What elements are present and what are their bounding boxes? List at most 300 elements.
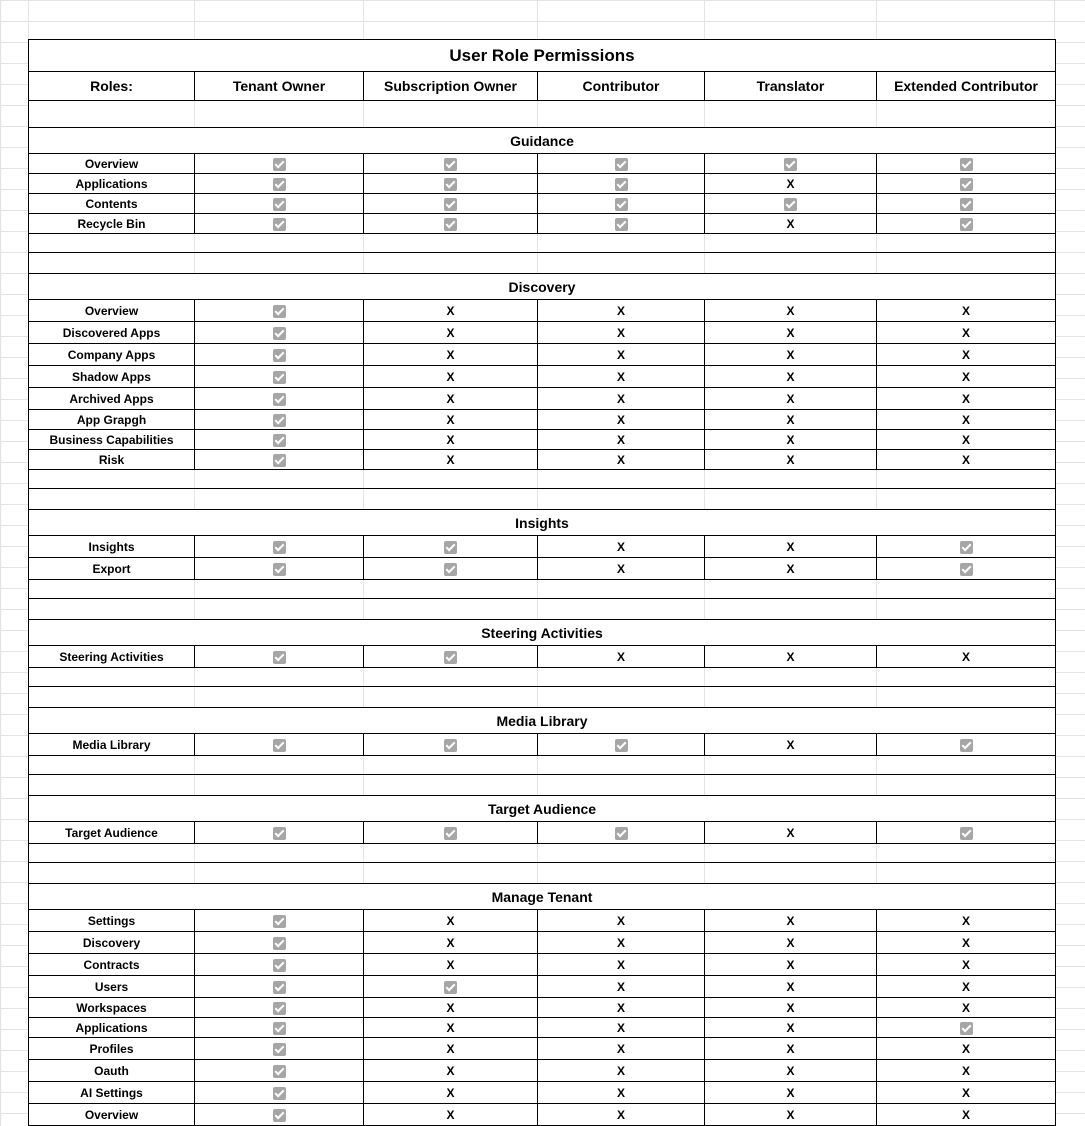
item-label-text: Shadow Apps <box>72 369 151 384</box>
checkbox-checked-icon <box>960 541 973 554</box>
permission-cell[interactable] <box>705 998 877 1018</box>
permission-cell[interactable] <box>705 822 877 844</box>
permission-cell[interactable] <box>877 194 1056 214</box>
denied-x-mark: X <box>616 979 625 994</box>
empty-cell[interactable] <box>29 599 195 620</box>
permission-item-label[interactable] <box>29 1082 195 1104</box>
permission-cell[interactable] <box>705 300 877 322</box>
permission-cell[interactable] <box>538 366 705 388</box>
permission-cell[interactable] <box>195 154 364 174</box>
permission-cell[interactable] <box>705 1018 877 1038</box>
denied-x-mark: X <box>786 1020 795 1035</box>
item-label-text: Workspaces <box>76 1000 147 1015</box>
empty-cell[interactable] <box>705 668 877 687</box>
permission-cell[interactable] <box>705 450 877 470</box>
permission-cell[interactable] <box>538 998 705 1018</box>
permission-cell[interactable] <box>195 430 364 450</box>
permission-cell[interactable] <box>877 430 1056 450</box>
denied-x-mark: X <box>962 1063 971 1078</box>
checkbox-checked-icon <box>615 827 628 840</box>
permission-cell[interactable] <box>364 214 538 234</box>
permission-cell[interactable] <box>877 322 1056 344</box>
permission-cell[interactable] <box>705 344 877 366</box>
empty-cell[interactable] <box>538 775 705 796</box>
empty-cell[interactable] <box>877 253 1056 274</box>
empty-cell[interactable] <box>705 580 877 599</box>
denied-x-mark: X <box>446 325 455 340</box>
permission-cell[interactable] <box>538 410 705 430</box>
permission-cell[interactable] <box>195 214 364 234</box>
denied-x-mark: X <box>446 347 455 362</box>
permission-cell[interactable] <box>364 932 538 954</box>
permission-item-label[interactable] <box>29 910 195 932</box>
spacer-row <box>29 470 1056 489</box>
empty-cell[interactable] <box>877 580 1056 599</box>
empty-cell[interactable] <box>538 599 705 620</box>
permission-cell[interactable] <box>877 410 1056 430</box>
section-title[interactable]: Manage Tenant <box>29 884 1056 910</box>
table-title[interactable]: User Role Permissions <box>29 40 1056 72</box>
empty-cell[interactable] <box>364 756 538 775</box>
permission-cell[interactable] <box>195 932 364 954</box>
permission-cell[interactable] <box>705 154 877 174</box>
permission-cell[interactable] <box>538 300 705 322</box>
empty-cell[interactable] <box>195 756 364 775</box>
permission-item-label[interactable] <box>29 1104 195 1126</box>
permission-item-label[interactable] <box>29 410 195 430</box>
permission-cell[interactable] <box>364 646 538 668</box>
item-label-text: Export <box>92 561 131 576</box>
empty-cell[interactable] <box>364 599 538 620</box>
spacer-row <box>29 580 1056 599</box>
empty-cell[interactable] <box>29 101 195 128</box>
permission-cell[interactable] <box>877 214 1056 234</box>
denied-x-mark: X <box>786 1107 795 1122</box>
empty-cell[interactable] <box>705 101 877 128</box>
empty-cell[interactable] <box>705 489 877 510</box>
checkbox-checked-icon <box>273 158 286 171</box>
permission-item-label[interactable] <box>29 1060 195 1082</box>
empty-cell[interactable] <box>29 580 195 599</box>
permission-cell[interactable] <box>364 366 538 388</box>
role-header-tenant-owner[interactable]: Tenant Owner <box>195 72 364 101</box>
permission-cell[interactable] <box>195 1060 364 1082</box>
permission-cell[interactable] <box>538 388 705 410</box>
permission-row <box>29 430 1056 450</box>
permission-cell[interactable] <box>538 1038 705 1060</box>
empty-cell[interactable] <box>29 668 195 687</box>
permission-cell[interactable] <box>877 174 1056 194</box>
permission-cell[interactable] <box>538 450 705 470</box>
item-label-text: Target Audience <box>65 825 158 840</box>
permission-cell[interactable] <box>364 998 538 1018</box>
empty-cell[interactable] <box>364 470 538 489</box>
permission-cell[interactable] <box>705 388 877 410</box>
checkbox-checked-icon <box>960 739 973 752</box>
empty-cell[interactable] <box>538 234 705 253</box>
empty-cell[interactable] <box>705 599 877 620</box>
permission-row <box>29 646 1056 668</box>
permission-cell[interactable] <box>364 976 538 998</box>
checkbox-checked-icon <box>273 827 286 840</box>
permission-item-label[interactable] <box>29 344 195 366</box>
permission-cell[interactable] <box>538 430 705 450</box>
permission-cell[interactable] <box>705 910 877 932</box>
denied-x-mark: X <box>962 452 971 467</box>
empty-cell[interactable] <box>364 687 538 708</box>
empty-cell[interactable] <box>705 775 877 796</box>
permission-cell[interactable] <box>538 194 705 214</box>
empty-cell[interactable] <box>538 668 705 687</box>
empty-cell[interactable] <box>364 668 538 687</box>
checkbox-checked-icon <box>444 827 457 840</box>
denied-x-mark: X <box>616 1107 625 1122</box>
empty-cell[interactable] <box>538 470 705 489</box>
empty-cell[interactable] <box>29 253 195 274</box>
permission-cell[interactable] <box>195 344 364 366</box>
checkbox-checked-icon <box>273 327 286 340</box>
empty-cell[interactable] <box>29 756 195 775</box>
permission-cell[interactable] <box>364 388 538 410</box>
permission-cell[interactable] <box>705 174 877 194</box>
checkbox-checked-icon <box>273 959 286 972</box>
checkbox-checked-icon <box>273 178 286 191</box>
permission-cell[interactable] <box>538 174 705 194</box>
role-header-extended-contributor[interactable]: Extended Contributor <box>877 72 1056 101</box>
permission-cell[interactable] <box>364 322 538 344</box>
denied-x-mark: X <box>786 369 795 384</box>
permission-cell[interactable] <box>195 1082 364 1104</box>
permission-cell[interactable] <box>538 154 705 174</box>
permission-row <box>29 998 1056 1018</box>
permission-cell[interactable] <box>538 1082 705 1104</box>
permission-row <box>29 976 1056 998</box>
empty-cell[interactable] <box>195 253 364 274</box>
empty-cell[interactable] <box>195 844 364 863</box>
permission-cell[interactable] <box>705 734 877 756</box>
permission-item-label[interactable] <box>29 154 195 174</box>
permission-cell[interactable] <box>705 194 877 214</box>
permission-cell[interactable] <box>364 194 538 214</box>
denied-x-mark: X <box>616 1020 625 1035</box>
permission-cell[interactable] <box>705 1060 877 1082</box>
permission-cell[interactable] <box>364 1104 538 1126</box>
permission-cell[interactable] <box>538 932 705 954</box>
empty-cell[interactable] <box>195 489 364 510</box>
permission-row <box>29 300 1056 322</box>
role-header-subscription-owner[interactable]: Subscription Owner <box>364 72 538 101</box>
permission-cell[interactable] <box>538 822 705 844</box>
permission-cell[interactable] <box>364 734 538 756</box>
permission-cell[interactable] <box>195 734 364 756</box>
permission-cell[interactable] <box>195 536 364 558</box>
section-title[interactable]: Discovery <box>29 274 1056 300</box>
permission-cell[interactable] <box>705 558 877 580</box>
permission-cell[interactable] <box>364 174 538 194</box>
checkbox-checked-icon <box>960 1022 973 1035</box>
permission-cell[interactable] <box>195 1018 364 1038</box>
permission-cell[interactable] <box>195 998 364 1018</box>
denied-x-mark: X <box>786 1063 795 1078</box>
permission-item-label[interactable] <box>29 646 195 668</box>
empty-cell[interactable] <box>195 599 364 620</box>
empty-cell[interactable] <box>364 101 538 128</box>
permission-item-label[interactable] <box>29 976 195 998</box>
empty-cell[interactable] <box>29 234 195 253</box>
checkbox-checked-icon <box>444 198 457 211</box>
permission-item-label[interactable] <box>29 536 195 558</box>
checkbox-checked-icon <box>960 563 973 576</box>
permission-item-label[interactable] <box>29 322 195 344</box>
section-title[interactable]: Target Audience <box>29 796 1056 822</box>
roles-header-label[interactable]: Roles: <box>29 72 195 101</box>
permission-cell[interactable] <box>877 822 1056 844</box>
permission-cell[interactable] <box>195 450 364 470</box>
permission-cell[interactable] <box>877 1038 1056 1060</box>
empty-cell[interactable] <box>195 863 364 884</box>
empty-cell[interactable] <box>364 775 538 796</box>
empty-cell[interactable] <box>29 775 195 796</box>
empty-cell[interactable] <box>195 580 364 599</box>
permission-cell[interactable] <box>705 932 877 954</box>
permission-item-label[interactable] <box>29 954 195 976</box>
item-label-text: Archived Apps <box>69 391 154 406</box>
permission-cell[interactable] <box>538 344 705 366</box>
section-header-row <box>29 620 1056 646</box>
permission-cell[interactable] <box>705 954 877 976</box>
permission-cell[interactable] <box>705 214 877 234</box>
permission-cell[interactable] <box>364 822 538 844</box>
empty-cell[interactable] <box>364 253 538 274</box>
permission-cell[interactable] <box>538 954 705 976</box>
empty-cell[interactable] <box>877 775 1056 796</box>
empty-cell[interactable] <box>877 599 1056 620</box>
permission-cell[interactable] <box>877 558 1056 580</box>
permission-cell[interactable] <box>877 932 1056 954</box>
permission-cell[interactable] <box>877 1060 1056 1082</box>
permission-cell[interactable] <box>364 910 538 932</box>
checkbox-checked-icon <box>273 1087 286 1100</box>
permission-cell[interactable] <box>538 558 705 580</box>
section-title[interactable]: Media Library <box>29 708 1056 734</box>
empty-cell[interactable] <box>877 668 1056 687</box>
empty-cell[interactable] <box>538 101 705 128</box>
empty-cell[interactable] <box>705 863 877 884</box>
permission-cell[interactable] <box>705 410 877 430</box>
permission-cell[interactable] <box>538 910 705 932</box>
permission-item-label[interactable] <box>29 194 195 214</box>
empty-cell[interactable] <box>877 101 1056 128</box>
permission-item-label[interactable] <box>29 734 195 756</box>
empty-cell[interactable] <box>705 234 877 253</box>
permission-item-label[interactable] <box>29 300 195 322</box>
permission-cell[interactable] <box>538 646 705 668</box>
permission-item-label[interactable] <box>29 366 195 388</box>
permission-cell[interactable] <box>877 1018 1056 1038</box>
denied-x-mark: X <box>446 432 455 447</box>
role-header-translator[interactable]: Translator <box>705 72 877 101</box>
empty-cell[interactable] <box>195 470 364 489</box>
permission-row <box>29 322 1056 344</box>
empty-cell[interactable] <box>364 489 538 510</box>
permission-cell[interactable] <box>705 322 877 344</box>
empty-cell[interactable] <box>538 687 705 708</box>
permission-cell[interactable] <box>705 1082 877 1104</box>
permission-cell[interactable] <box>364 344 538 366</box>
empty-cell[interactable] <box>877 489 1056 510</box>
permission-cell[interactable] <box>538 214 705 234</box>
denied-x-mark: X <box>616 369 625 384</box>
spacer-row <box>29 489 1056 510</box>
permission-cell[interactable] <box>877 366 1056 388</box>
empty-cell[interactable] <box>29 844 195 863</box>
permission-cell[interactable] <box>705 430 877 450</box>
permission-cell[interactable] <box>195 646 364 668</box>
permission-item-label[interactable] <box>29 430 195 450</box>
permission-row <box>29 1082 1056 1104</box>
permission-item-label[interactable] <box>29 174 195 194</box>
permission-cell[interactable] <box>538 1018 705 1038</box>
empty-cell[interactable] <box>538 580 705 599</box>
empty-cell[interactable] <box>705 756 877 775</box>
permission-cell[interactable] <box>877 388 1056 410</box>
permission-item-label[interactable] <box>29 388 195 410</box>
empty-cell[interactable] <box>29 863 195 884</box>
empty-cell[interactable] <box>877 863 1056 884</box>
permission-cell[interactable] <box>195 910 364 932</box>
permission-cell[interactable] <box>877 734 1056 756</box>
empty-cell[interactable] <box>195 234 364 253</box>
permission-cell[interactable] <box>877 910 1056 932</box>
permission-item-label[interactable] <box>29 998 195 1018</box>
empty-cell[interactable] <box>705 253 877 274</box>
empty-cell[interactable] <box>364 234 538 253</box>
empty-cell[interactable] <box>195 775 364 796</box>
permission-cell[interactable] <box>364 430 538 450</box>
permission-cell[interactable] <box>195 366 364 388</box>
permission-cell[interactable] <box>538 1104 705 1126</box>
empty-cell[interactable] <box>538 489 705 510</box>
section-title[interactable]: Insights <box>29 510 1056 536</box>
permission-cell[interactable] <box>195 1104 364 1126</box>
permission-item-label[interactable] <box>29 450 195 470</box>
empty-cell[interactable] <box>29 470 195 489</box>
permission-cell[interactable] <box>364 1082 538 1104</box>
empty-cell[interactable] <box>195 668 364 687</box>
permission-cell[interactable] <box>877 300 1056 322</box>
empty-cell[interactable] <box>195 687 364 708</box>
empty-cell[interactable] <box>195 101 364 128</box>
permission-item-label[interactable] <box>29 932 195 954</box>
empty-cell[interactable] <box>538 756 705 775</box>
empty-cell[interactable] <box>877 756 1056 775</box>
permission-cell[interactable] <box>364 558 538 580</box>
empty-cell[interactable] <box>877 234 1056 253</box>
empty-cell[interactable] <box>29 489 195 510</box>
permission-cell[interactable] <box>195 1038 364 1060</box>
permission-cell[interactable] <box>364 1018 538 1038</box>
permission-cell[interactable] <box>364 450 538 470</box>
permission-cell[interactable] <box>877 1104 1056 1126</box>
permission-cell[interactable] <box>538 976 705 998</box>
permission-cell[interactable] <box>877 1082 1056 1104</box>
permission-item-label[interactable] <box>29 558 195 580</box>
permission-cell[interactable] <box>538 734 705 756</box>
denied-x-mark: X <box>616 1085 625 1100</box>
permission-cell[interactable] <box>195 194 364 214</box>
permission-item-label[interactable] <box>29 1018 195 1038</box>
empty-cell[interactable] <box>538 863 705 884</box>
permission-cell[interactable] <box>877 976 1056 998</box>
permission-cell[interactable] <box>877 998 1056 1018</box>
permission-item-label[interactable] <box>29 1038 195 1060</box>
checkbox-checked-icon <box>615 198 628 211</box>
empty-cell[interactable] <box>705 844 877 863</box>
permission-item-label[interactable] <box>29 822 195 844</box>
permission-cell[interactable] <box>364 154 538 174</box>
permission-cell[interactable] <box>364 1060 538 1082</box>
empty-cell[interactable] <box>29 687 195 708</box>
empty-cell[interactable] <box>364 863 538 884</box>
permission-cell[interactable] <box>364 954 538 976</box>
permission-cell[interactable] <box>705 1038 877 1060</box>
permission-cell[interactable] <box>364 410 538 430</box>
permission-cell[interactable] <box>705 976 877 998</box>
permission-cell[interactable] <box>195 976 364 998</box>
empty-cell[interactable] <box>705 470 877 489</box>
permission-row <box>29 822 1056 844</box>
permission-cell[interactable] <box>877 646 1056 668</box>
permission-cell[interactable] <box>705 536 877 558</box>
permission-cell[interactable] <box>538 536 705 558</box>
permission-cell[interactable] <box>705 646 877 668</box>
section-title[interactable]: Guidance <box>29 128 1056 154</box>
empty-cell[interactable] <box>538 844 705 863</box>
empty-cell[interactable] <box>877 844 1056 863</box>
permission-cell[interactable] <box>364 300 538 322</box>
empty-cell[interactable] <box>364 580 538 599</box>
role-header-contributor[interactable]: Contributor <box>538 72 705 101</box>
permission-cell[interactable] <box>877 954 1056 976</box>
permission-cell[interactable] <box>195 822 364 844</box>
permission-cell[interactable] <box>538 1060 705 1082</box>
empty-cell[interactable] <box>705 687 877 708</box>
section-title[interactable]: Steering Activities <box>29 620 1056 646</box>
denied-x-mark: X <box>962 391 971 406</box>
permission-cell[interactable] <box>877 344 1056 366</box>
permission-cell[interactable] <box>877 536 1056 558</box>
empty-cell[interactable] <box>877 470 1056 489</box>
permission-item-label[interactable] <box>29 214 195 234</box>
permission-cell[interactable] <box>195 174 364 194</box>
permission-cell[interactable] <box>195 410 364 430</box>
permission-cell[interactable] <box>195 388 364 410</box>
permission-cell[interactable] <box>195 954 364 976</box>
permission-cell[interactable] <box>705 366 877 388</box>
permission-cell[interactable] <box>877 154 1056 174</box>
empty-cell[interactable] <box>364 844 538 863</box>
permission-cell[interactable] <box>364 1038 538 1060</box>
permission-cell[interactable] <box>364 536 538 558</box>
permission-cell[interactable] <box>538 322 705 344</box>
permission-cell[interactable] <box>705 1104 877 1126</box>
permission-cell[interactable] <box>195 322 364 344</box>
empty-cell[interactable] <box>877 687 1056 708</box>
empty-cell[interactable] <box>538 253 705 274</box>
permission-cell[interactable] <box>195 558 364 580</box>
permission-cell[interactable] <box>877 450 1056 470</box>
permission-cell[interactable] <box>195 300 364 322</box>
